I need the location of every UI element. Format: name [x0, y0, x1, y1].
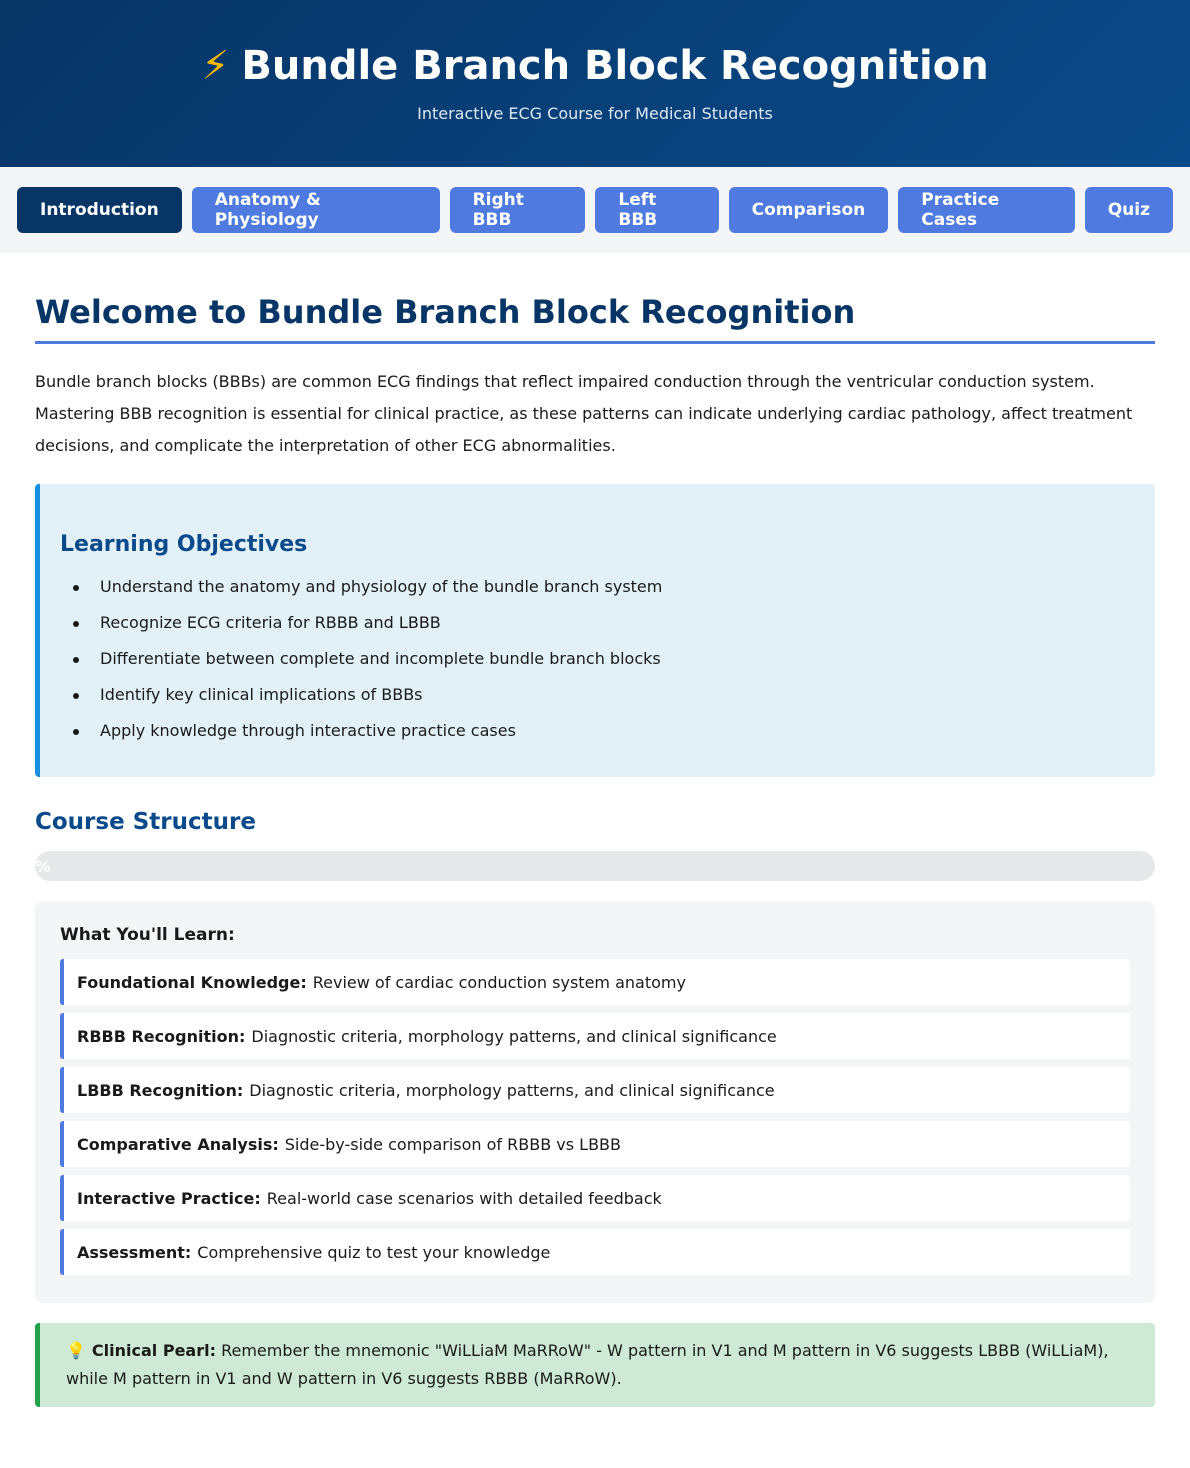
list-item: Apply knowledge through interactive practice cases — [60, 713, 1135, 749]
page-title: Welcome to Bundle Branch Block Recognition — [35, 293, 1155, 344]
course-title — [0, 38, 1190, 94]
what-youll-learn-box — [35, 901, 1155, 1303]
list-item: Understand the anatomy and physiology of the bundle branch system — [60, 569, 1135, 605]
learn-item-text: Diagnostic criteria, morphology patterns, and clinical significance — [251, 1026, 777, 1046]
intro-paragraph: Bundle branch blocks (BBBs) are common ECG findings that reflect impaired conduction through the ventricular conduction system. Mastering BBB recognition is essential for clinical practice, as these patterns can indicate underlying cardiac pathology, affect treatment decisions, and complicate the interpretation of other ECG abnormalities. — [35, 372, 1133, 455]
list-item — [60, 1121, 1130, 1167]
learn-item-text: Comprehensive quiz to test your knowledge — [197, 1242, 551, 1262]
learn-item-label: Foundational Knowledge: — [77, 972, 307, 992]
tab-comparison[interactable]: Comparison — [729, 187, 889, 233]
tab-left-bbb[interactable]: Left BBB — [595, 187, 718, 233]
main-content — [0, 253, 1190, 1407]
progress-text: % — [35, 856, 51, 876]
course-subtitle: Interactive ECG Course for Medical Students — [417, 104, 773, 123]
learn-item-label: Interactive Practice: — [77, 1188, 261, 1208]
list-item: Identify key clinical implications of BBBs — [60, 677, 1135, 713]
pearl-text: Remember the mnemonic "WiLLiaM MaRRoW" - W pattern in V1 and M pattern in V6 suggests LBBB (WiLLiaM), while M pattern in V1 and W pattern in V6 suggests RBBB (MaRRoW). — [66, 1341, 1109, 1388]
list-item: Recognize ECG criteria for RBBB and LBBB — [60, 605, 1135, 641]
lightning-bolt-icon: ⚡ — [201, 43, 230, 89]
list-item: Differentiate between complete and incomplete bundle branch blocks — [60, 641, 1135, 677]
list-item — [60, 1229, 1130, 1275]
tab-anatomy-physiology[interactable]: Anatomy & Physiology — [192, 187, 440, 233]
objectives-heading: Learning Objectives — [60, 532, 308, 557]
list-item — [60, 1067, 1130, 1113]
tab-practice-cases[interactable]: Practice Cases — [898, 187, 1074, 233]
pearl-label: Clinical Pearl: — [91, 1341, 216, 1360]
lightbulb-icon: 💡 — [66, 1341, 86, 1360]
learn-item-label: RBBB Recognition: — [77, 1026, 246, 1046]
tab-quiz[interactable]: Quiz — [1085, 187, 1173, 233]
list-item — [60, 959, 1130, 1005]
list-item — [60, 1175, 1130, 1221]
learn-heading: What You'll Learn: — [60, 925, 235, 945]
learn-item-label: Comparative Analysis: — [77, 1134, 279, 1154]
tab-introduction[interactable]: Introduction — [17, 187, 182, 233]
learn-item-text: Review of cardiac conduction system anatomy — [312, 972, 686, 992]
list-item — [60, 1013, 1130, 1059]
learn-item-text: Side-by-side comparison of RBBB vs LBBB — [284, 1134, 621, 1154]
page-header — [0, 0, 1190, 167]
learn-item-text: Real-world case scenarios with detailed feedback — [266, 1188, 662, 1208]
course-title-text: Bundle Branch Block Recognition — [241, 43, 989, 89]
clinical-pearl-box — [35, 1323, 1155, 1407]
section-nav — [0, 167, 1190, 253]
learning-objectives-box — [35, 484, 1155, 777]
learn-item-label: Assessment: — [77, 1242, 192, 1262]
progress-bar — [35, 851, 1155, 881]
course-structure-heading: Course Structure — [35, 809, 256, 835]
learn-item-text: Diagnostic criteria, morphology patterns, and clinical significance — [249, 1080, 775, 1100]
tab-right-bbb[interactable]: Right BBB — [450, 187, 586, 233]
objectives-list — [60, 569, 1135, 749]
learn-item-label: LBBB Recognition: — [77, 1080, 244, 1100]
